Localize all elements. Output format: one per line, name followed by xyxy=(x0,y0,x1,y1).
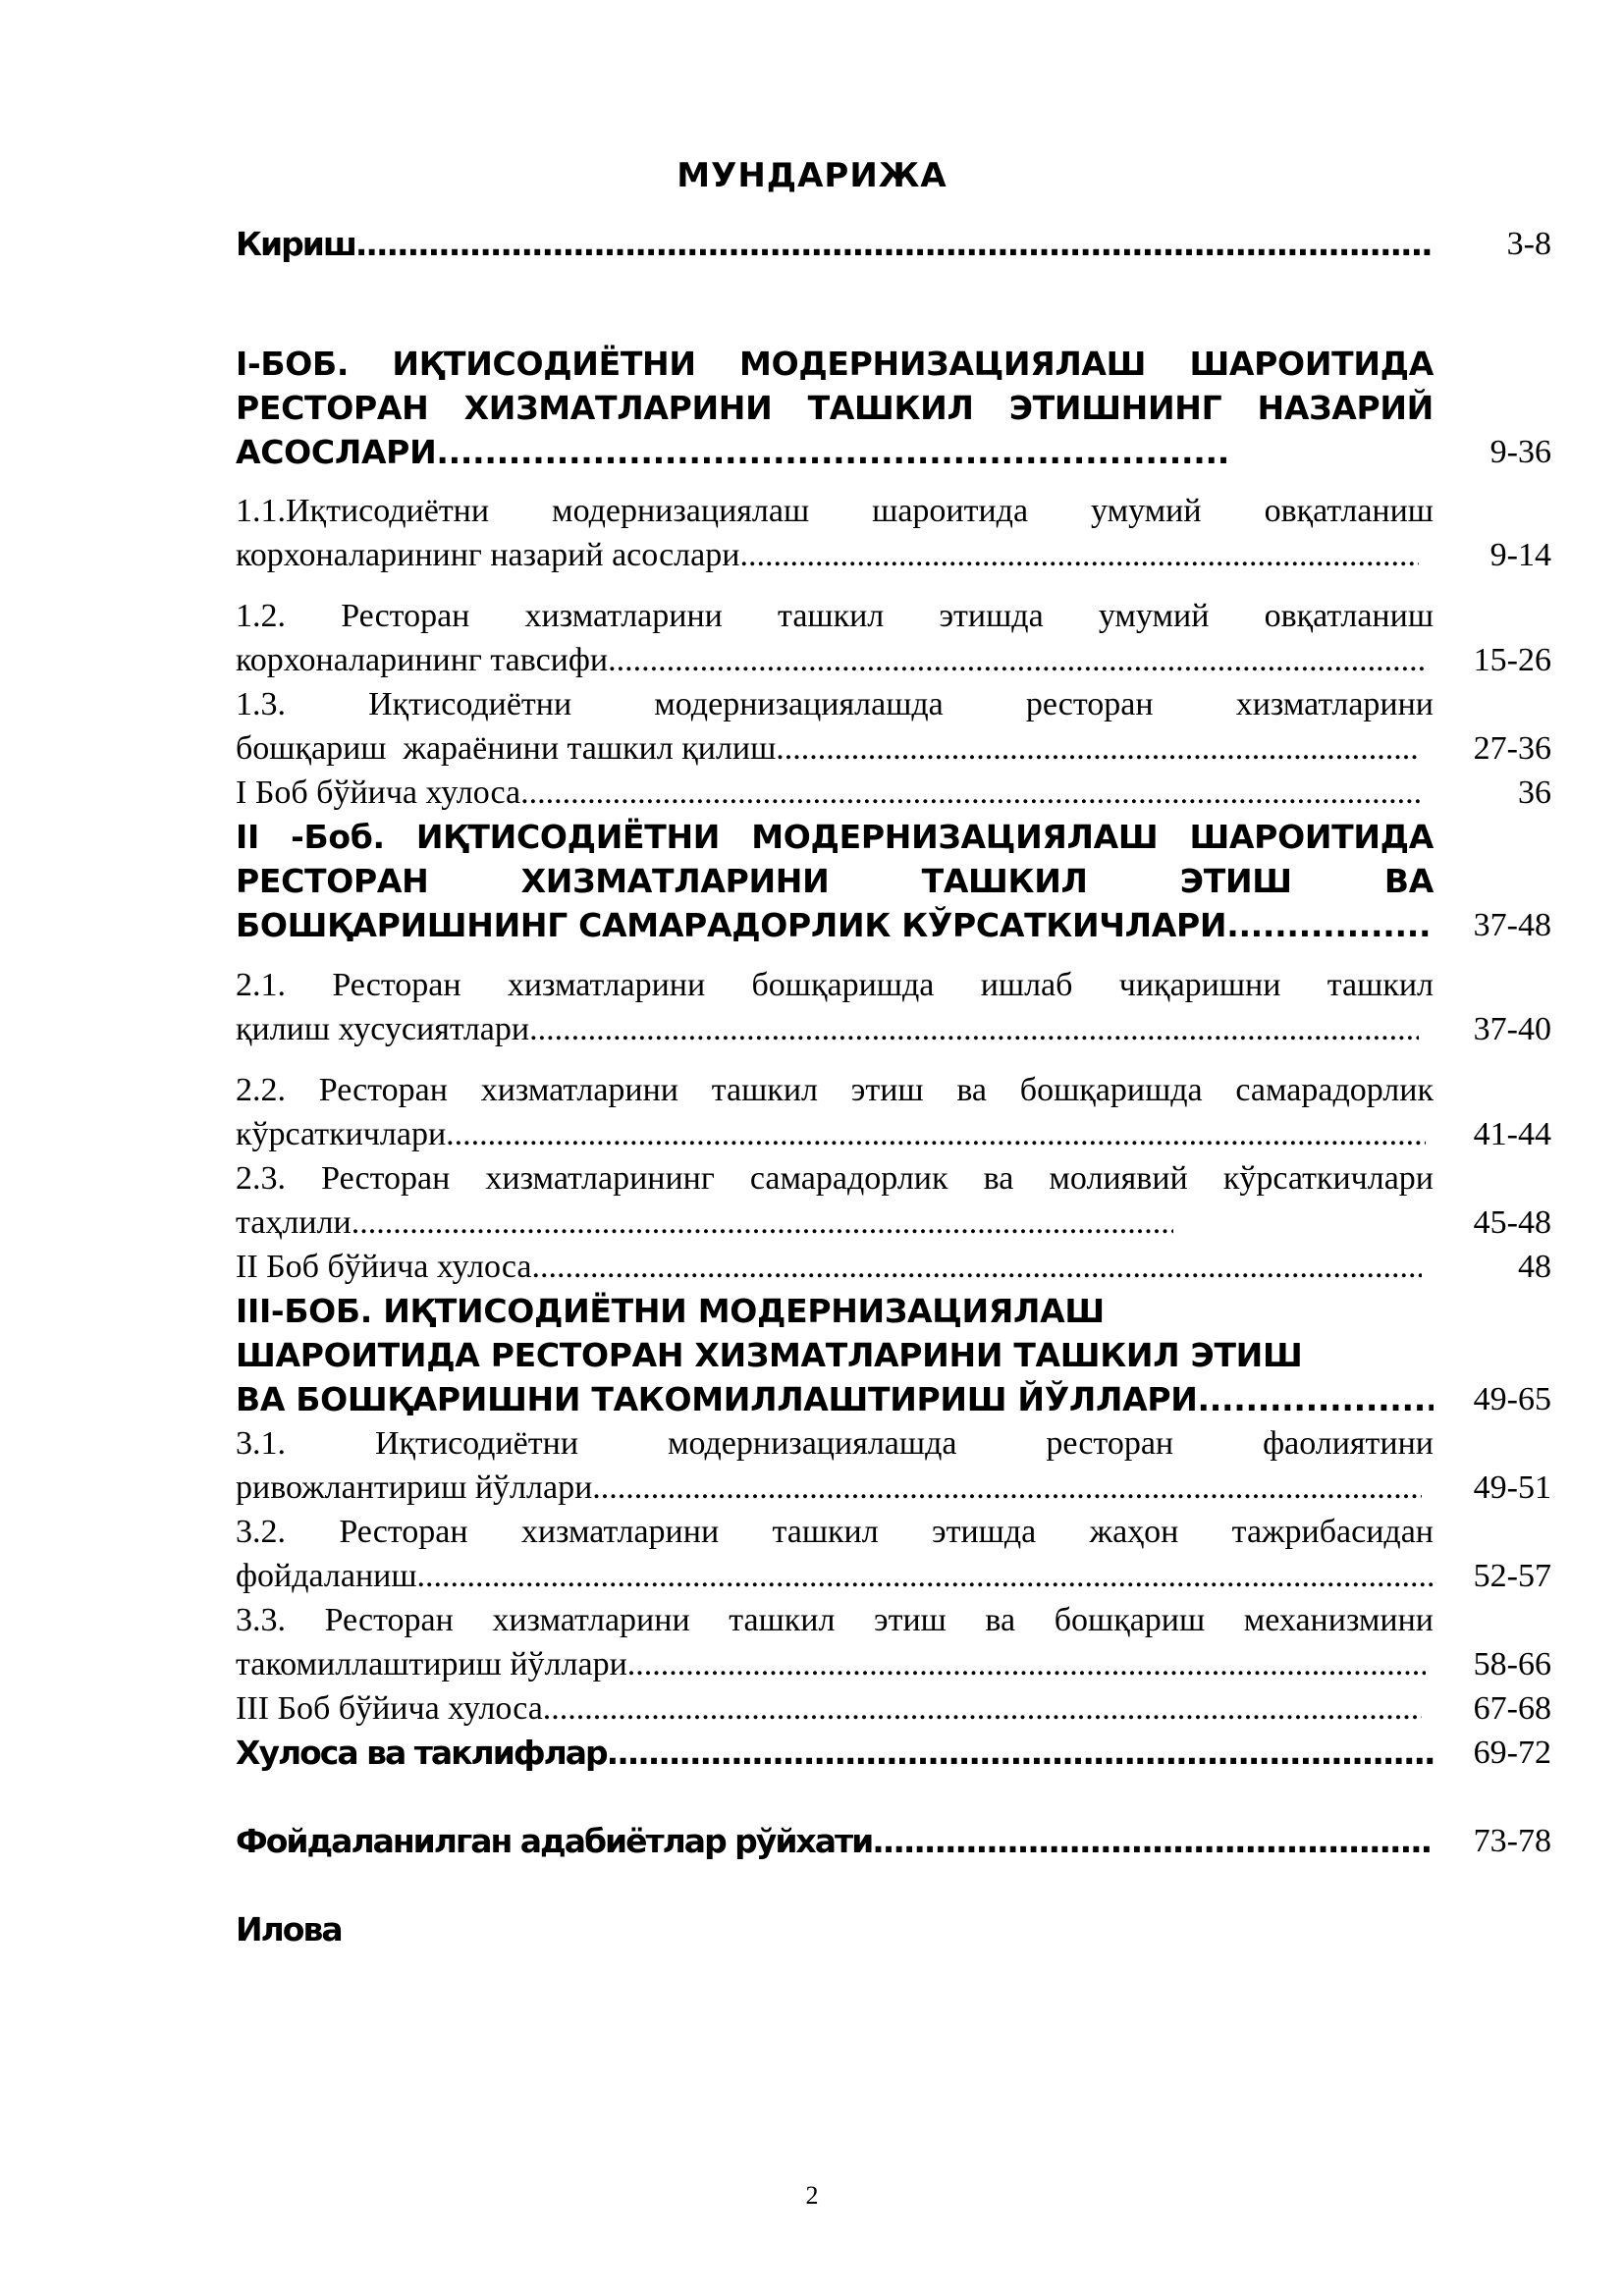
toc-entry-title: Кириш ..... xyxy=(236,222,1434,266)
toc-entry-title-line: ШАРОИТИДА РЕСТОРАН ХИЗМАТЛАРИНИ ТАШКИЛ ЭТИШ xyxy=(236,1336,1303,1374)
toc-entry-title-line: 2.1. Ресторан хизматларини бошқаришда ишлаб чиқаришни ташкил xyxy=(236,967,1434,1003)
toc-entry-pages: 9-14 xyxy=(1489,537,1551,573)
toc-entry-title-line: ВА БОШҚАРИШНИ ТАКОМИЛЛАШТИРИШ ЙЎЛЛАРИ ..... xyxy=(236,1377,1434,1421)
toc-entry-title-line: такомиллаштириш йўллари ..... xyxy=(236,1642,1426,1686)
toc-entry-pages: 48 xyxy=(1518,1249,1551,1285)
toc-entry-title: II Боб бўйича хулоса ..... xyxy=(236,1245,1422,1289)
toc-entry-title-line: I-БОБ. ИҚТИСОДИЁТНИ МОДЕРНИЗАЦИЯЛАШ ШАРОИТИДА xyxy=(236,345,1434,383)
toc-entry-title-line: II -Боб. ИҚТИСОДИЁТНИ МОДЕРНИЗАЦИЯЛАШ ШАРОИТИДА xyxy=(236,818,1434,856)
toc-entry-title-line: 3.3. Ресторан хизматларини ташкил этиш ва бошқариш механизмини xyxy=(236,1602,1434,1638)
toc-entry-section-3-3[interactable] xyxy=(236,1598,1551,1686)
toc-entry-title-line: бошқариш жараёнини ташкил қилиш ..... xyxy=(236,726,1419,771)
toc-entry-section-2-3[interactable] xyxy=(236,1156,1551,1245)
toc-entry-title-line: 1.3. Иқтисодиётни модернизациялашда ресторан хизматларини xyxy=(236,686,1434,722)
toc-entry-chapter-3-summary[interactable] xyxy=(236,1686,1551,1731)
page-number: 2 xyxy=(805,2181,819,2210)
toc-entry-pages: 52-57 xyxy=(1473,1558,1551,1594)
page-title: МУНДАРИЖА xyxy=(677,156,947,195)
toc-entry-pages: 49-65 xyxy=(1473,1381,1551,1417)
toc-entry-pages: 67-68 xyxy=(1473,1690,1551,1727)
toc-entry-section-1-1[interactable] xyxy=(236,489,1551,577)
toc-entry-section-1-3[interactable] xyxy=(236,682,1551,771)
toc-entry-title-line: 3.2. Ресторан хизматларини ташкил этишда жаҳон тажрибасидан xyxy=(236,1514,1434,1550)
toc-entry-title-line: кўрсаткичлари ..... xyxy=(236,1112,1426,1156)
toc-entry-title: I Боб бўйича хулоса ..... xyxy=(236,771,1424,815)
toc-entry-chapter-2-summary[interactable] xyxy=(236,1245,1551,1289)
toc-entry-section-3-1[interactable] xyxy=(236,1421,1551,1510)
toc-entry-title: Фойдаланилган адабиётлар рўйхати ..... xyxy=(236,1819,1434,1863)
toc-entry-title-line: 2.2. Ресторан хизматларини ташкил этиш ва бошқаришда самарадорлик xyxy=(236,1072,1434,1108)
toc-entry-references[interactable] xyxy=(236,1819,1551,1863)
toc-entry-pages: 45-48 xyxy=(1473,1204,1551,1241)
toc-entry-title-line: 2.3. Ресторан хизматларининг самарадорлик ва молиявий кўрсаткичлари xyxy=(236,1160,1434,1197)
toc-entry-title-line: АСОСЛАРИ ..... xyxy=(236,430,1227,474)
toc-entry-title: Илова xyxy=(236,1910,342,1949)
toc-entry-title-line: ривожлантириш йўллари ..... xyxy=(236,1466,1422,1510)
toc-entry-title-line: қилиш хусусиятлари ..... xyxy=(236,1007,1419,1051)
toc-entry-pages: 9-36 xyxy=(1489,434,1551,470)
toc-entry-title-line: корхоналарининг тавсифи ..... xyxy=(236,638,1424,682)
toc-entry-chapter-3[interactable] xyxy=(236,1289,1551,1421)
toc-entry-introduction[interactable] xyxy=(236,222,1551,266)
toc-entry-chapter-1-summary[interactable] xyxy=(236,771,1551,815)
toc-entry-title-line: РЕСТОРАН ХИЗМАТЛАРИНИ ТАШКИЛ ЭТИШНИНГ НАЗАРИЙ xyxy=(236,389,1434,427)
toc-entry-pages: 27-36 xyxy=(1473,730,1551,767)
toc-entry-title-line: 1.2. Ресторан хизматларини ташкил этишда умумий овқатланиш xyxy=(236,598,1434,634)
toc-entry-title-line: III-БОБ. ИҚТИСОДИЁТНИ МОДЕРНИЗАЦИЯЛАШ xyxy=(236,1292,1105,1330)
toc-entry-title-line: таҳлили ..... xyxy=(236,1201,1173,1245)
toc-entry-title-line: 1.1.Иқтисодиётни модернизациялаш шароитида умумий овқатланиш xyxy=(236,493,1434,529)
toc-entry-pages: 58-66 xyxy=(1473,1646,1551,1682)
toc-entry-title-line: фойдаланиш ..... xyxy=(236,1554,1434,1598)
toc-entry-pages: 3-8 xyxy=(1506,226,1551,262)
toc-entry-title-line: БОШҚАРИШНИНГ САМАРАДОРЛИК КЎРСАТКИЧЛАРИ ..... xyxy=(236,903,1434,947)
toc-entry-title-line: 3.1. Иқтисодиётни модернизациялашда ресторан фаолиятини xyxy=(236,1425,1434,1462)
toc-entry-pages: 36 xyxy=(1518,774,1551,811)
toc-entry-title: III Боб бўйича хулоса ..... xyxy=(236,1686,1422,1731)
toc-entry-pages: 69-72 xyxy=(1473,1735,1551,1771)
toc-entry-pages: 73-78 xyxy=(1473,1823,1551,1859)
toc-entry-title-line: РЕСТОРАН ХИЗМАТЛАРИНИ ТАШКИЛ ЭТИШ ВА xyxy=(236,862,1434,900)
toc-entry-section-1-2[interactable] xyxy=(236,594,1551,682)
toc-entry-section-2-1[interactable] xyxy=(236,963,1551,1051)
toc-entry-title: Хулоса ва таклифлар ..... xyxy=(236,1731,1434,1775)
toc-entry-pages: 41-44 xyxy=(1473,1116,1551,1152)
toc-entry-pages: 15-26 xyxy=(1473,642,1551,678)
toc-entry-chapter-1[interactable] xyxy=(236,342,1551,474)
toc-entry-pages: 37-48 xyxy=(1473,907,1551,943)
toc-entry-pages: 37-40 xyxy=(1473,1011,1551,1047)
toc-entry-section-3-2[interactable] xyxy=(236,1510,1551,1598)
toc-entry-conclusions[interactable] xyxy=(236,1731,1551,1775)
table-of-contents xyxy=(236,222,1551,1951)
toc-entry-title-line: корхоналарининг назарий асослари ..... xyxy=(236,533,1419,577)
toc-entry-pages: 49-51 xyxy=(1473,1469,1551,1506)
toc-entry-section-2-2[interactable] xyxy=(236,1068,1551,1156)
toc-entry-appendix[interactable] xyxy=(236,1907,1551,1951)
toc-entry-chapter-2[interactable] xyxy=(236,815,1551,947)
